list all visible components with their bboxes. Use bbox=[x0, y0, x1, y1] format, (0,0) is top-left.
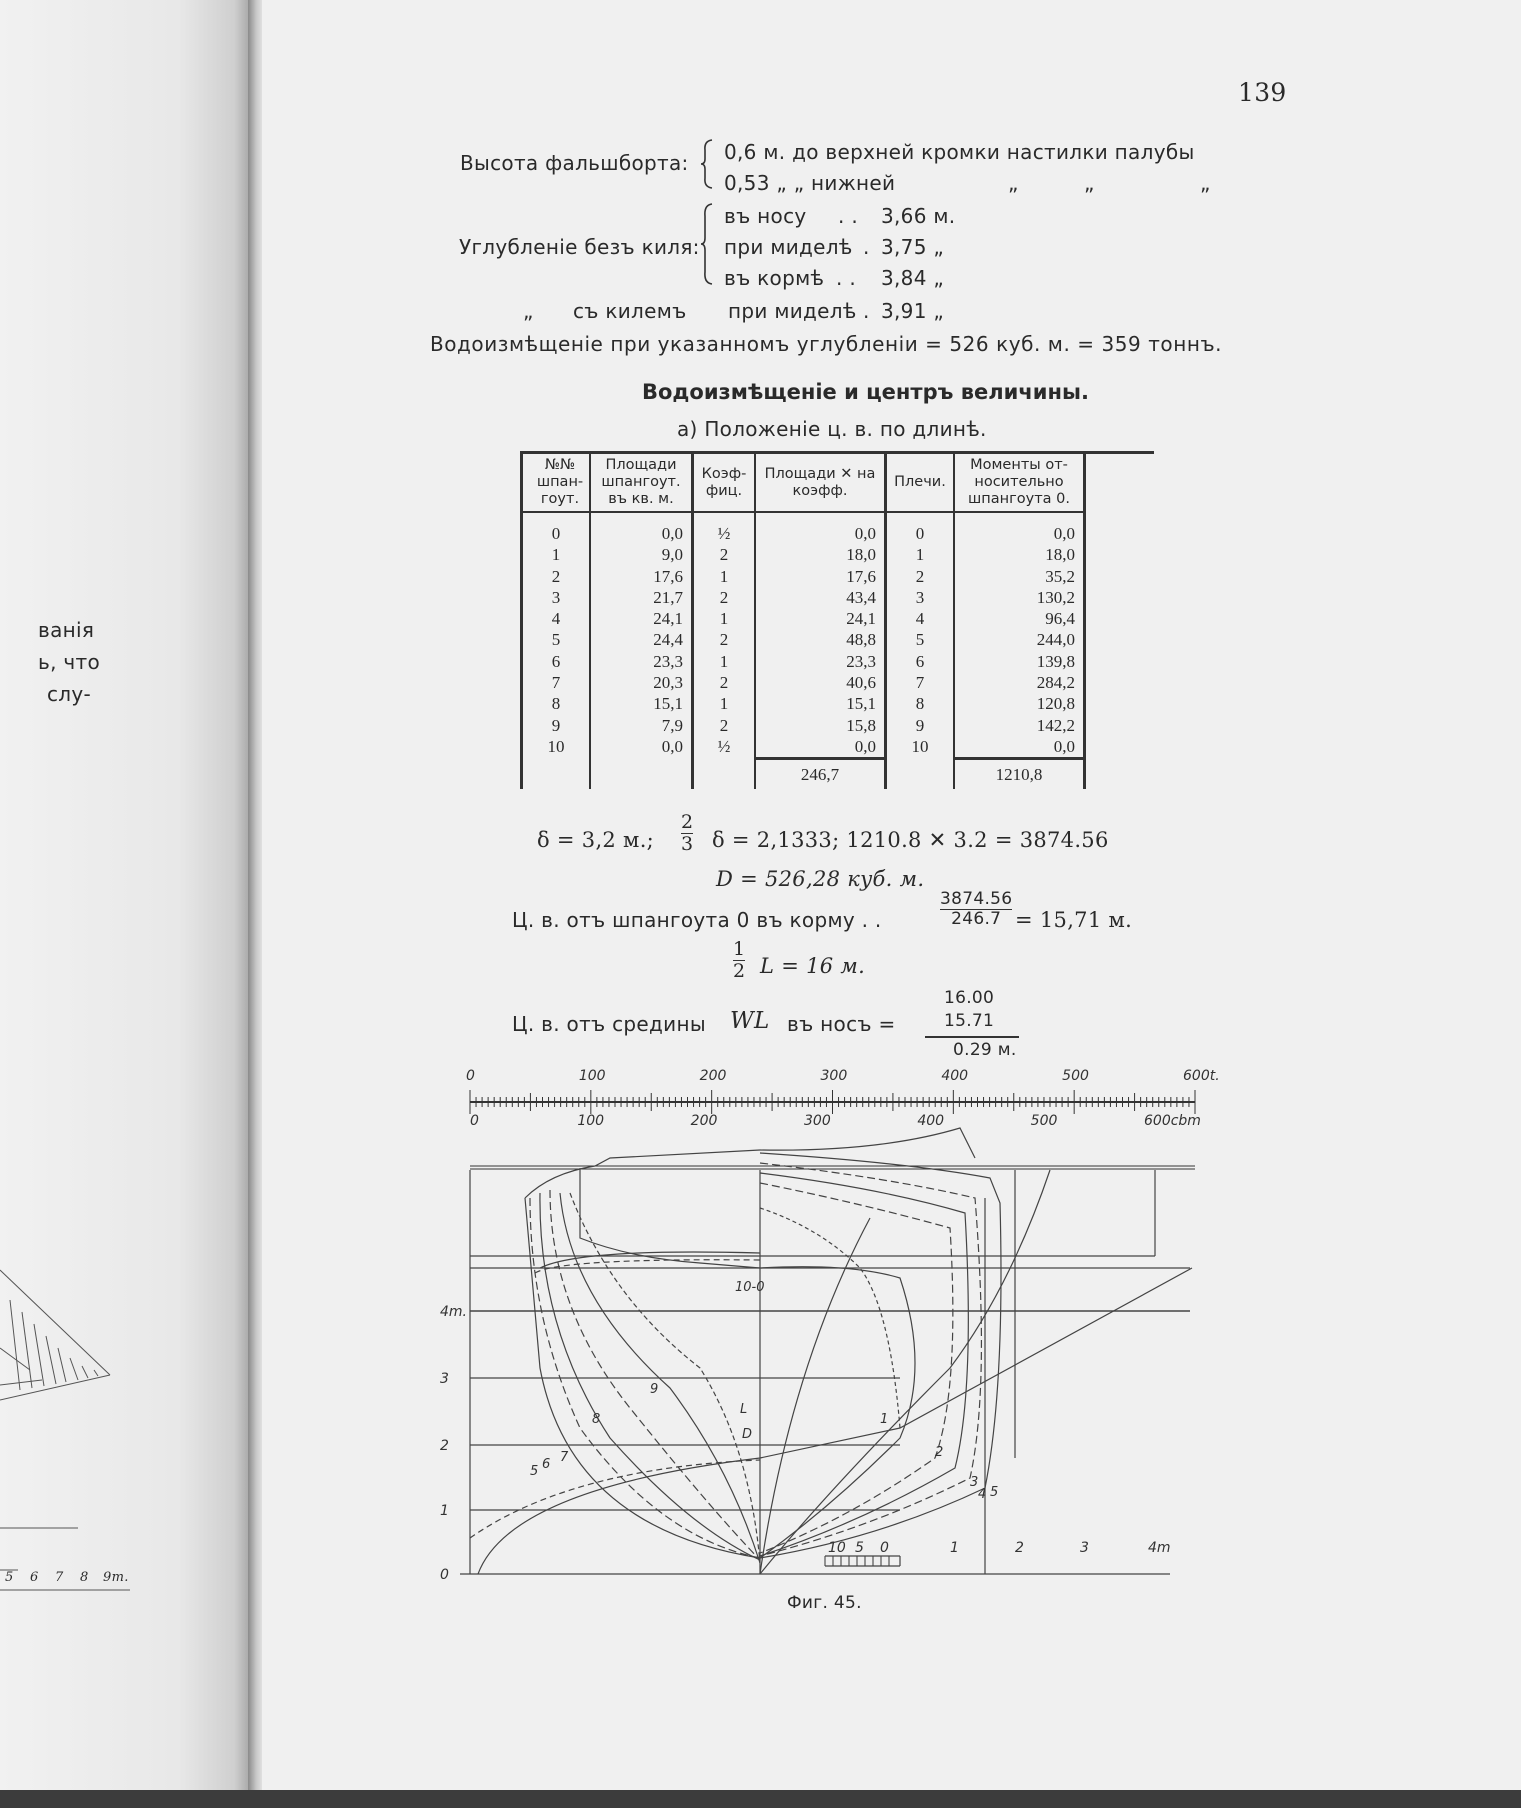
fraction-two-thirds bbox=[681, 812, 693, 855]
draft-row-bow: въ носу bbox=[724, 204, 807, 228]
x-axis-label: 1 bbox=[950, 1540, 959, 1556]
table-cell: 8 bbox=[522, 693, 591, 714]
top-scale-label: 200 bbox=[699, 1068, 727, 1084]
y-axis-label: 4m. bbox=[440, 1304, 467, 1320]
table-row bbox=[522, 587, 1119, 608]
frac-den: 2 bbox=[733, 959, 746, 982]
table-cell: 284,2 bbox=[954, 672, 1085, 693]
leader-dots: . bbox=[863, 235, 870, 259]
table-cell: 7 bbox=[522, 672, 591, 693]
keel-label: съ килемъ bbox=[573, 299, 687, 323]
cb-fraction bbox=[940, 890, 1012, 928]
left-page-fragment: слу- bbox=[47, 682, 92, 706]
table-cell: 2 bbox=[693, 544, 756, 565]
calc-value: 15.71 bbox=[944, 1011, 995, 1031]
table-cell: 21,7 bbox=[590, 587, 693, 608]
draft-value-stern: 3,84 „ bbox=[881, 266, 945, 290]
draft-label: Углубленіе безъ киля: bbox=[459, 235, 700, 259]
top-scale-label: 100 bbox=[578, 1068, 606, 1084]
x-axis-label: 0 bbox=[880, 1540, 889, 1556]
x-axis-label: 2 bbox=[1015, 1540, 1024, 1556]
table-header: Плечи. bbox=[886, 454, 955, 512]
table-cell: 48,8 bbox=[755, 629, 886, 650]
table-cell: 0,0 bbox=[755, 736, 886, 759]
left-scale-label: 7 bbox=[55, 1570, 64, 1585]
table-cell: 3 bbox=[522, 587, 591, 608]
curve-label: 1 bbox=[880, 1412, 889, 1427]
table-header: Площади шпангоут. въ кв. м. bbox=[590, 454, 693, 512]
curve-label: 2 bbox=[935, 1445, 944, 1460]
curve-label: 5 bbox=[530, 1464, 539, 1479]
page-bottom-edge bbox=[0, 1790, 1521, 1808]
table-cell: 20,3 bbox=[590, 672, 693, 693]
table-cell: 24,1 bbox=[590, 608, 693, 629]
leader-dots: . . bbox=[838, 204, 858, 228]
table-cell: 2 bbox=[693, 629, 756, 650]
y-axis-label: 2 bbox=[440, 1438, 449, 1454]
bottom-scale-label: 100 bbox=[577, 1113, 605, 1129]
book-gutter bbox=[248, 0, 262, 1808]
keel-value: 3,91 „ bbox=[881, 299, 945, 323]
table-cell: 139,8 bbox=[954, 651, 1085, 672]
table-cell: 2 bbox=[693, 672, 756, 693]
left-brace bbox=[700, 202, 714, 286]
table-cell: 43,4 bbox=[755, 587, 886, 608]
left-page bbox=[0, 0, 255, 1808]
table-cell: 7 bbox=[886, 672, 955, 693]
left-scale-label: 9m. bbox=[103, 1570, 129, 1585]
bulwark-line-1: 0,6 м. до верхней кромки настилки палубы bbox=[724, 140, 1195, 164]
table-cell: 9 bbox=[522, 715, 591, 736]
curve-label: 7 bbox=[560, 1450, 569, 1465]
table-cell: 244,0 bbox=[954, 629, 1085, 650]
table-row bbox=[522, 693, 1119, 714]
table-header: Коэф-фиц. bbox=[693, 454, 756, 512]
section-subheading: а) Положеніе ц. в. по длинѣ. bbox=[677, 417, 987, 441]
table-cell: 120,8 bbox=[954, 693, 1085, 714]
table-cell: 6 bbox=[522, 651, 591, 672]
draft-value-midship: 3,75 „ bbox=[881, 235, 945, 259]
top-scale-label: 500 bbox=[1062, 1068, 1089, 1084]
table-cell: 2 bbox=[693, 715, 756, 736]
table-cell: 35,2 bbox=[954, 566, 1085, 587]
table-cell: 3 bbox=[886, 587, 955, 608]
curve-label: 4 bbox=[978, 1487, 987, 1502]
table-cell: 1 bbox=[693, 566, 756, 587]
curve-label: D bbox=[742, 1427, 753, 1442]
table-cell: 0 bbox=[886, 523, 955, 544]
table-cell: 96,4 bbox=[954, 608, 1085, 629]
half-length: L = 16 м. bbox=[760, 954, 866, 978]
y-axis-label: 3 bbox=[440, 1371, 449, 1387]
table-cell: 142,2 bbox=[954, 715, 1085, 736]
curve-label: 8 bbox=[592, 1412, 601, 1427]
table-cell: 15,1 bbox=[590, 693, 693, 714]
table-cell: 17,6 bbox=[755, 566, 886, 587]
top-scale-label: 0 bbox=[466, 1068, 475, 1084]
cb-result: = 15,71 м. bbox=[1015, 908, 1133, 932]
frac-den: 3 bbox=[681, 832, 694, 855]
figure-caption: Фиг. 45. bbox=[787, 1593, 862, 1613]
table-cell: 10 bbox=[886, 736, 955, 759]
page-number: 139 bbox=[1238, 78, 1287, 107]
table-row bbox=[522, 736, 1119, 759]
table-cell: 4 bbox=[522, 608, 591, 629]
draft-row-midship: при миделѣ bbox=[724, 235, 853, 259]
table-cell: 2 bbox=[693, 587, 756, 608]
ditto-mark: „ bbox=[523, 299, 534, 323]
table-cell: 9,0 bbox=[590, 544, 693, 565]
total-moment: 1210,8 bbox=[954, 759, 1085, 789]
x-axis-label: 10 bbox=[828, 1540, 846, 1556]
bottom-scale-label: 400 bbox=[917, 1113, 945, 1129]
curve-label: 10-0 bbox=[735, 1280, 765, 1295]
bottom-scale-label: 300 bbox=[804, 1113, 831, 1129]
delta-rest: δ = 2,1333; 1210.8 ✕ 3.2 = 3874.56 bbox=[712, 828, 1109, 852]
table-row bbox=[522, 566, 1119, 587]
curve-label: 3 bbox=[970, 1475, 979, 1490]
leader-dots: . bbox=[863, 299, 870, 323]
fraction-half bbox=[733, 939, 745, 982]
frac-num: 1 bbox=[733, 938, 746, 960]
top-scale-label: 600t. bbox=[1183, 1068, 1220, 1084]
draft-row-stern: въ кормѣ bbox=[724, 266, 825, 290]
table-cell: 24,4 bbox=[590, 629, 693, 650]
table-cell: 0 bbox=[522, 523, 591, 544]
table-cell: 23,3 bbox=[590, 651, 693, 672]
ditto-mark: „ bbox=[1008, 171, 1019, 195]
left-page-fragment: ванія bbox=[38, 618, 95, 642]
table-cell: 24,1 bbox=[755, 608, 886, 629]
top-scale-label: 400 bbox=[941, 1068, 969, 1084]
curve-label: 5 bbox=[990, 1485, 999, 1500]
table-cell: 15,8 bbox=[755, 715, 886, 736]
table-cell: 7,9 bbox=[590, 715, 693, 736]
table-cell: 0,0 bbox=[755, 523, 886, 544]
table-row bbox=[522, 629, 1119, 650]
left-scale-label: 8 bbox=[80, 1570, 89, 1585]
delta-line: δ = 3,2 м.; bbox=[537, 828, 655, 852]
table-cell: 18,0 bbox=[755, 544, 886, 565]
table-row bbox=[522, 544, 1119, 565]
table-cell: ½ bbox=[693, 736, 756, 759]
table-cell: 40,6 bbox=[755, 672, 886, 693]
displacement-table bbox=[520, 454, 1118, 789]
displacement-line: Водоизмѣщеніе при указанномъ углубленіи = 526 куб. м. = 359 тоннъ. bbox=[430, 332, 1223, 356]
table-cell: 5 bbox=[522, 629, 591, 650]
table-row bbox=[522, 715, 1119, 736]
figure-45-drawing bbox=[430, 1068, 1220, 1598]
cb-from-mid-rest: въ носъ = bbox=[787, 1012, 896, 1036]
section-heading: Водоизмѣщеніе и центръ величины. bbox=[642, 380, 1089, 404]
table-cell: 1 bbox=[693, 693, 756, 714]
table-cell: 23,3 bbox=[755, 651, 886, 672]
table-cell: 1 bbox=[886, 544, 955, 565]
table-cell: 2 bbox=[522, 566, 591, 587]
table-row bbox=[522, 672, 1119, 693]
table-cell: 8 bbox=[886, 693, 955, 714]
table-row bbox=[522, 651, 1119, 672]
keel-row: при миделѣ bbox=[728, 299, 857, 323]
calc-value: 16.00 bbox=[944, 988, 995, 1008]
curve-label: L bbox=[740, 1402, 748, 1417]
table-cell: 1 bbox=[693, 651, 756, 672]
left-scale-label: 5 bbox=[5, 1570, 14, 1585]
table-cell: 18,0 bbox=[954, 544, 1085, 565]
ditto-mark: „ bbox=[1200, 171, 1211, 195]
left-brace bbox=[700, 138, 714, 190]
frac-num: 3874.56 bbox=[940, 889, 1013, 909]
cb-from-station-label: Ц. в. отъ шпангоута 0 въ корму . . bbox=[512, 908, 882, 932]
table-cell: 5 bbox=[886, 629, 955, 650]
x-axis-label: 3 bbox=[1080, 1540, 1089, 1556]
table-cell: 0,0 bbox=[590, 736, 693, 759]
top-scale-label: 300 bbox=[820, 1068, 848, 1084]
table-cell: 10 bbox=[522, 736, 591, 759]
table-cell: 1 bbox=[522, 544, 591, 565]
table-cell: 15,1 bbox=[755, 693, 886, 714]
rigging-sketch bbox=[0, 1240, 250, 1600]
table-cell: 130,2 bbox=[954, 587, 1085, 608]
table-cell: ½ bbox=[693, 523, 756, 544]
frac-den: 246.7 bbox=[940, 909, 1012, 929]
bottom-scale-label: 0 bbox=[470, 1113, 479, 1129]
sum-rule bbox=[925, 1036, 1019, 1038]
table-cell: 9 bbox=[886, 715, 955, 736]
table-row bbox=[522, 608, 1119, 629]
table-cell: 0,0 bbox=[954, 736, 1085, 759]
table-cell: 4 bbox=[886, 608, 955, 629]
y-axis-label: 0 bbox=[440, 1567, 449, 1583]
table-header: Площади ✕ на коэфф. bbox=[755, 454, 886, 512]
table-header: №№ шпан-гоут. bbox=[522, 454, 591, 512]
table-cell: 0,0 bbox=[954, 523, 1085, 544]
table-header: Моменты от-носительно шпангоута 0. bbox=[954, 454, 1085, 512]
total-area: 246,7 bbox=[755, 759, 886, 789]
curve-label: 6 bbox=[542, 1457, 551, 1472]
bottom-scale-label: 600cbm bbox=[1144, 1113, 1201, 1129]
leader-dots: . . bbox=[836, 266, 856, 290]
y-axis-label: 1 bbox=[440, 1503, 449, 1519]
x-axis-label: 4m bbox=[1148, 1540, 1171, 1556]
ditto-mark: „ bbox=[1084, 171, 1095, 195]
bottom-scale-label: 500 bbox=[1030, 1113, 1058, 1129]
draft-value-bow: 3,66 м. bbox=[881, 204, 956, 228]
curve-label: 9 bbox=[650, 1382, 659, 1397]
table-cell: 0,0 bbox=[590, 523, 693, 544]
bottom-scale-label: 200 bbox=[690, 1113, 718, 1129]
d-line: D = 526,28 куб. м. bbox=[716, 867, 925, 891]
cb-from-mid-label: Ц. в. отъ средины bbox=[512, 1012, 706, 1036]
left-page-fragment: ь, что bbox=[38, 650, 101, 674]
table-cell: 17,6 bbox=[590, 566, 693, 587]
bulwark-line-2: 0,53 „ „ нижней bbox=[724, 171, 896, 195]
x-axis-label: 5 bbox=[855, 1540, 864, 1556]
calc-value: 0.29 м. bbox=[953, 1040, 1017, 1060]
table-row bbox=[522, 523, 1119, 544]
table-cell: 6 bbox=[886, 651, 955, 672]
frac-num: 2 bbox=[681, 811, 694, 833]
wl-symbol: WL bbox=[730, 1008, 770, 1034]
left-scale-label: 6 bbox=[30, 1570, 39, 1585]
table-cell: 1 bbox=[693, 608, 756, 629]
bulwark-label: Высота фальшборта: bbox=[460, 151, 689, 175]
table-cell: 2 bbox=[886, 566, 955, 587]
